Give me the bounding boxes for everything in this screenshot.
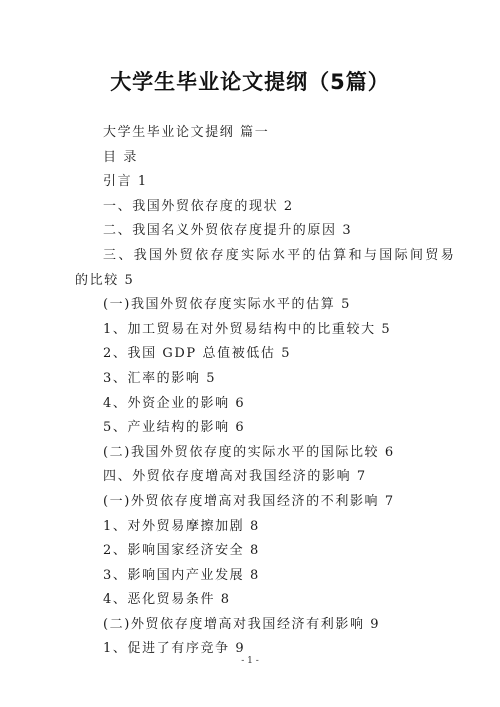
- toc-entry: 四、外贸依存度增高对我国经济的影响 7: [103, 469, 367, 485]
- toc-entry: 4、恶化贸易条件 8: [103, 592, 231, 608]
- toc-entry: 4、外资企业的影响 6: [103, 395, 246, 411]
- toc-entry: (二)外贸依存度增高对我国经济有利影响 9: [103, 616, 381, 632]
- toc-entry: 1、促进了有序竞争 9: [103, 641, 246, 657]
- toc-entry: 2、影响国家经济安全 8: [103, 543, 260, 559]
- toc-entry: (一)外贸依存度增高对我国经济的不利影响 7: [103, 493, 395, 509]
- toc-entry: 5、产业结构的影响 6: [103, 420, 246, 436]
- toc-entry: 引言 1: [103, 174, 148, 190]
- toc-entry: 一、我国外贸依存度的现状 2: [103, 198, 294, 214]
- toc-heading: 目 录: [103, 149, 138, 165]
- section-heading: 大学生毕业论文提纲 篇一: [103, 125, 270, 140]
- toc-entry: 1、对外贸易摩擦加剧 8: [103, 518, 260, 534]
- toc-entry: 1、加工贸易在对外贸易结构中的比重较大 5: [103, 321, 392, 337]
- outline-list: [75, 121, 457, 662]
- toc-entry-continuation: 的比较 5: [75, 272, 135, 288]
- toc-entry: 3、影响国内产业发展 8: [103, 567, 260, 583]
- toc-entry: 3、汇率的影响 5: [103, 370, 217, 386]
- toc-entry: 三、我国外贸依存度实际水平的估算和与国际间贸易: [103, 247, 457, 263]
- document-title: 大学生毕业论文提纲（5篇）: [110, 70, 390, 94]
- toc-entry: 二、我国名义外贸依存度提升的原因 3: [103, 223, 353, 239]
- toc-entry: (一)我国外贸依存度实际水平的估算 5: [103, 297, 351, 313]
- page-number: - 1 -: [241, 656, 259, 666]
- toc-entry: 2、我国 GDP 总值被低估 5: [103, 346, 292, 362]
- toc-entry: (二)我国外贸依存度的实际水平的国际比较 6: [103, 444, 395, 460]
